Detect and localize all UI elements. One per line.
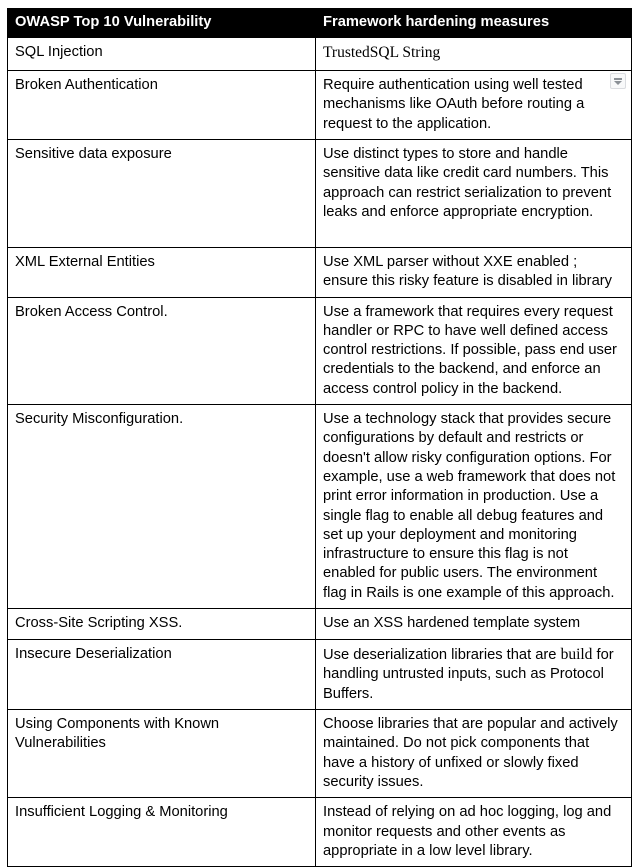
measure-text-segment: Use an XSS hardened template system bbox=[323, 615, 581, 632]
measure-text bbox=[323, 411, 615, 601]
measure-text-segment: Instead of relying on ad hoc logging, log and monitor requests and other events as appropriate in a low level library. bbox=[323, 804, 612, 859]
measure-text bbox=[323, 77, 584, 132]
table-row bbox=[8, 640, 632, 710]
vulnerability-cell bbox=[8, 140, 316, 248]
measure-cell bbox=[316, 297, 632, 404]
measure-text bbox=[323, 716, 618, 790]
table-row bbox=[8, 71, 632, 140]
measure-text-segment: Use distinct types to store and handle sensitive data like credit card numbers. This approach can restrict serialization to prevent leaks and enforce appropriate encryption. bbox=[323, 146, 612, 220]
table-row bbox=[8, 798, 632, 867]
measure-cell bbox=[316, 248, 632, 298]
owasp-hardening-table bbox=[7, 8, 632, 867]
measure-text-segment: Use a technology stack that provides secure configurations by default and restricts or doesn't allow risky configuration options. For example, use a web framework that does not print error information in production. Use a single flag to enable all debug features and set up your deployment and monitoring infrastructure to ensure this flag is not enabled for public users. The environment flag in Rails is one example of this approach. bbox=[323, 411, 616, 601]
measure-text bbox=[323, 254, 612, 289]
measure-text bbox=[323, 45, 440, 61]
vulnerability-cell bbox=[8, 405, 316, 609]
vulnerability-text: Cross-Site Scripting XSS. bbox=[15, 615, 183, 632]
table-header-row bbox=[8, 9, 632, 38]
vulnerability-cell bbox=[8, 71, 316, 140]
measure-text bbox=[323, 804, 611, 859]
measure-text-segment: Use XML parser without XXE enabled ; ensure this risky feature is disabled in library bbox=[323, 254, 612, 290]
vulnerability-cell bbox=[8, 248, 316, 298]
measure-cell bbox=[316, 140, 632, 248]
measure-text bbox=[323, 647, 614, 702]
measure-text-segment: for handling untrusted inputs, such as Protocol Buffers. bbox=[323, 647, 614, 702]
table-row bbox=[8, 248, 632, 298]
measure-text-segment: Use deserialization libraries that are bbox=[323, 647, 561, 664]
vulnerability-text: Broken Authentication bbox=[15, 77, 158, 93]
measure-cell bbox=[316, 71, 632, 140]
measure-cell bbox=[316, 38, 632, 71]
vulnerability-text: Sensitive data exposure bbox=[15, 146, 172, 162]
measure-cell bbox=[316, 798, 632, 867]
measure-text-segment: Require authentication using well tested mechanisms like OAuth before routing a request to the application. bbox=[323, 77, 585, 132]
table-row bbox=[8, 140, 632, 248]
measure-text bbox=[323, 304, 617, 397]
table-row bbox=[8, 609, 632, 640]
measure-text-segment: build bbox=[560, 646, 593, 664]
measure-text-segment: TrustedSQL String bbox=[323, 44, 441, 61]
measure-cell bbox=[316, 609, 632, 640]
measure-text bbox=[323, 146, 611, 220]
vulnerability-text: Insecure Deserialization bbox=[15, 646, 172, 663]
table-body bbox=[8, 38, 632, 867]
table-options-dropdown-icon[interactable] bbox=[610, 73, 626, 89]
vulnerability-cell bbox=[8, 38, 316, 71]
vulnerability-text: Insufficient Logging & Monitoring bbox=[15, 804, 228, 821]
table-row bbox=[8, 38, 632, 71]
vulnerability-text: XML External Entities bbox=[15, 254, 155, 270]
table-row bbox=[8, 297, 632, 404]
vulnerability-cell bbox=[8, 640, 316, 710]
vulnerability-text: Security Misconfiguration. bbox=[15, 411, 184, 428]
vulnerability-text: Broken Access Control. bbox=[15, 303, 168, 320]
vulnerability-text: SQL Injection bbox=[15, 44, 103, 60]
measure-text-segment: Use a framework that requires every request handler or RPC to have well defined access control restrictions. If possible, pass end user credentials to the backend, and enforce an access control policy in the backend. bbox=[323, 303, 617, 397]
header-cell-vulnerability: OWASP Top 10 Vulnerability bbox=[8, 9, 316, 38]
table-row bbox=[8, 405, 632, 609]
measure-text bbox=[323, 615, 580, 631]
dropdown-triangle-glyph bbox=[614, 81, 622, 85]
vulnerability-cell bbox=[8, 798, 316, 867]
measure-cell bbox=[316, 710, 632, 798]
vulnerability-cell bbox=[8, 609, 316, 640]
measure-cell bbox=[316, 640, 632, 710]
vulnerability-cell bbox=[8, 297, 316, 404]
dropdown-bar-glyph bbox=[614, 78, 622, 80]
measure-text-segment: Choose libraries that are popular and actively maintained. Do not pick components that have a history of unfixed or slowly fixed security issues. bbox=[323, 716, 618, 790]
document-page bbox=[0, 8, 638, 866]
vulnerability-text: Using Components with Known Vulnerabilities bbox=[15, 716, 220, 752]
vulnerability-cell bbox=[8, 710, 316, 798]
measure-cell bbox=[316, 405, 632, 609]
table-row bbox=[8, 710, 632, 798]
header-cell-measures: Framework hardening measures bbox=[316, 9, 632, 38]
